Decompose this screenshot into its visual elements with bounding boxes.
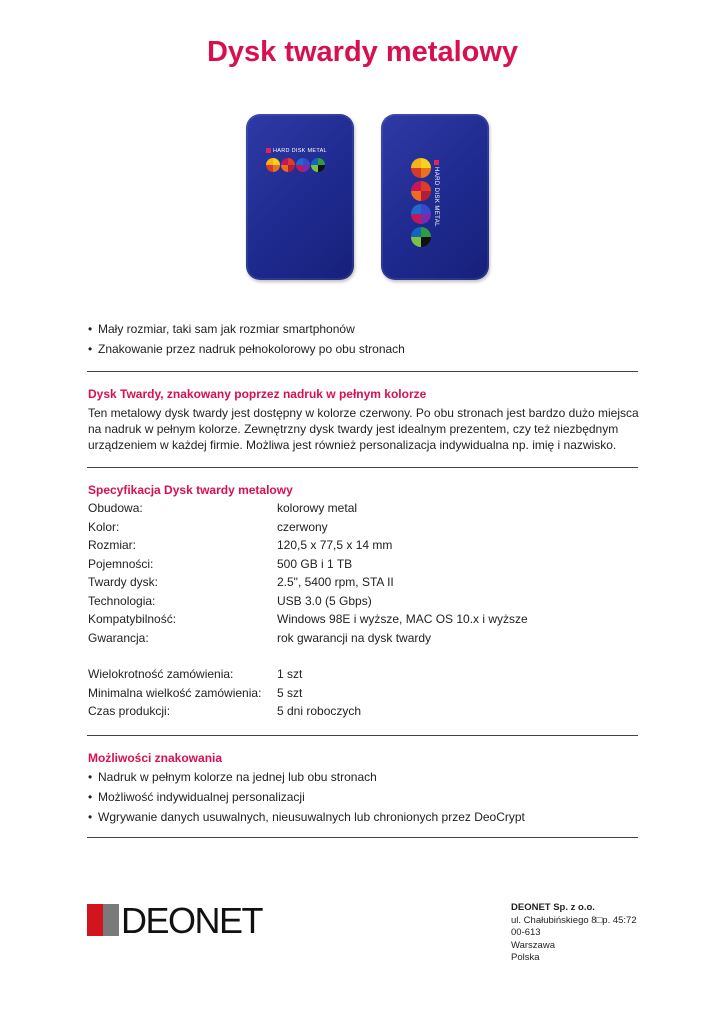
color-wheel-icon [311,158,325,172]
order-value: 1 szt [277,667,303,681]
order-label: Czas produkcji: [88,704,171,718]
color-wheel-icon [411,227,431,247]
address-country: Polska [511,952,540,963]
table-row [88,555,528,574]
address-postcode: 00-613 [511,927,541,938]
spec-label: Kolor: [88,519,120,534]
spec-label: Pojemności: [88,556,154,571]
company-address [511,902,637,965]
features-list [88,319,405,359]
page-title: Dysk twardy metalowy [206,36,519,68]
specification-table [88,499,528,647]
specification-heading: Specyfikacja Dysk twardy metalowy [88,483,293,497]
table-row [88,518,528,537]
brand-text-back: HARD DISK METAL [432,167,439,227]
list-item: • Wgrywanie danych usuwalnych, nieusuwalnych lub chronionych przez DeoCrypt [88,807,525,827]
color-wheel-icon [411,158,431,178]
table-row [88,629,528,648]
order-value: 5 szt [277,685,303,700]
list-item: • Możliwość indywidualnej personalizacji [88,787,525,807]
color-wheel-icon [411,204,431,224]
order-label: Wielokrotność zamówienia: [88,667,234,681]
spec-label: Technologia: [88,593,156,608]
spec-label: Rozmiar: [88,538,137,552]
table-row [88,536,528,555]
table-row [88,702,361,721]
marking-list [88,767,525,827]
address-street: ul. Chałubińskiego 8□p. 45:72 [511,914,637,926]
color-wheel-icon [296,158,310,172]
divider [87,467,638,468]
logo-text: DEONET [121,900,263,941]
order-table [88,665,361,721]
divider [87,735,638,736]
company-name: DEONET Sp. z o.o. [511,902,595,913]
list-item: • Znakowanie przez nadruk pełnokolorowy po obu stronach [88,339,405,359]
spec-value: rok gwarancji na dysk twardy [277,630,432,645]
marking-heading: Możliwości znakowania [88,751,223,765]
description-line: Ten metalowy dysk twardy jest dostępny w kolorze czerwony. Po obu stronach jest bardzo dużo miejsca [88,406,639,420]
spec-value: czerwony [277,519,328,534]
logo-grey-bar [103,904,119,936]
divider [87,371,638,372]
deonet-logo [87,900,263,941]
description-text [88,405,640,453]
order-value: 5 dni roboczych [277,704,362,718]
product-image [244,114,484,280]
description-heading: Dysk Twardy, znakowany poprzez nadruk w pełnym kolorze [88,387,427,401]
table-row [88,573,528,592]
color-wheel-icon [411,181,431,201]
spec-label: Kompatybilność: [88,612,177,626]
hard-disk-front [246,114,354,280]
spec-value: 500 GB i 1 TB [277,556,353,571]
table-row [88,592,528,611]
spec-value: USB 3.0 (5 Gbps) [277,593,372,608]
spec-label: Gwarancja: [88,630,149,645]
order-label: Minimalna wielkość zamówienia: [88,685,262,700]
hard-disk-back [381,114,489,280]
table-row [88,610,528,629]
logo-red-bar [87,904,103,936]
spec-value: 2.5", 5400 rpm, STA II [277,575,394,589]
color-wheel-icon [266,158,280,172]
list-item: • Mały rozmiar, taki sam jak rozmiar smartphonów [88,319,405,339]
spec-value: kolorowy metal [277,501,358,515]
table-row [88,665,361,684]
brand-square-icon [266,148,271,153]
spec-label: Obudowa: [88,501,143,515]
brand-text-front: HARD DISK METAL [273,148,327,154]
spec-label: Twardy dysk: [88,575,159,589]
brand-square-icon [434,160,439,165]
table-row [88,499,528,518]
description-line: na nadruk w pełnym kolorze. Zewnętrzny dysk twardy jest idealnym prezentem, czy też niezbędnym [88,422,619,436]
divider [87,837,638,838]
color-wheel-icon [281,158,295,172]
table-row [88,684,361,703]
list-item: • Nadruk w pełnym kolorze na jednej lub obu stronach [88,767,525,787]
address-city: Warszawa [511,939,555,951]
spec-value: Windows 98E i wyższe, MAC OS 10.x i wyższe [277,612,528,626]
spec-value: 120,5 x 77,5 x 14 mm [277,538,393,552]
description-line: urządzeniem w każdej firmie. Możliwa jest również personalizacja indywidualna np. imię i nazwisko. [88,438,617,452]
